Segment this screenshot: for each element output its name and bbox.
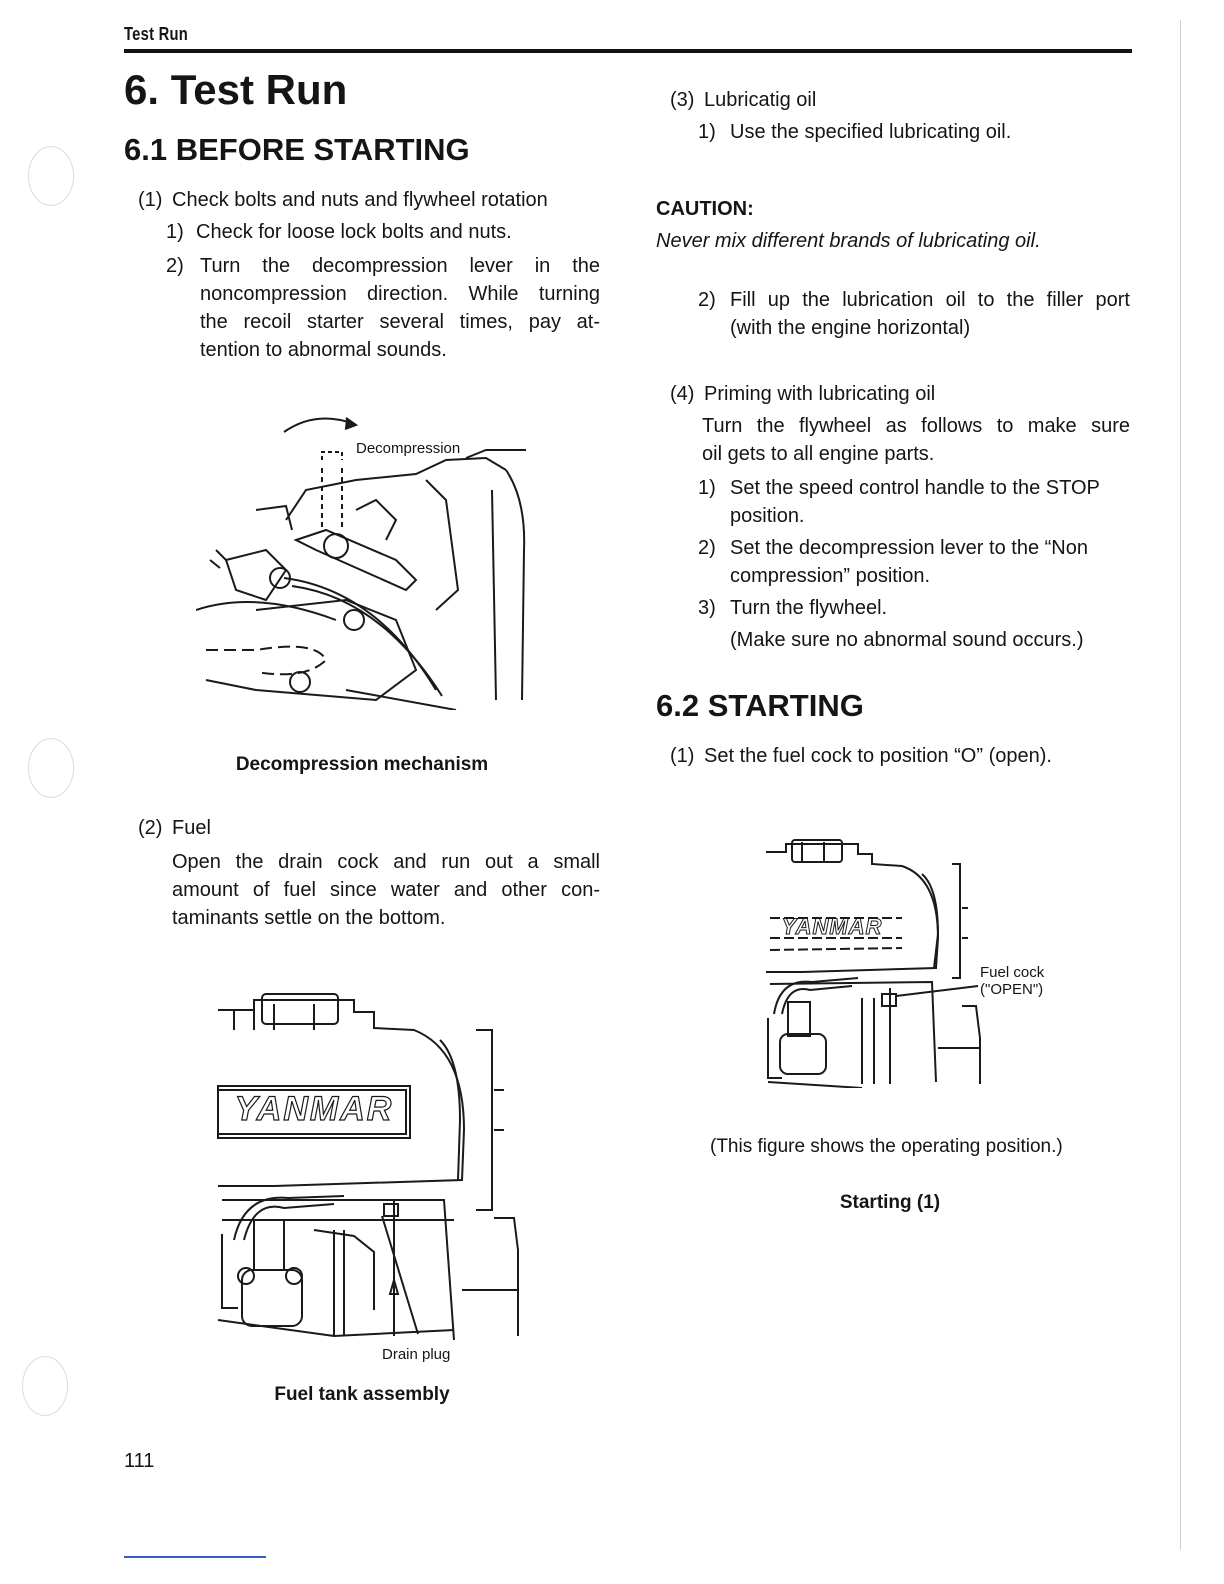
step-text: Use the specified lubricating oil.: [730, 121, 1012, 143]
priming-intro: [702, 412, 1130, 468]
page-number: 111: [124, 1450, 155, 1472]
caution-heading: CAUTION:: [656, 198, 754, 220]
list-item-title: Lubricatig oil: [704, 89, 817, 111]
step-number: 1): [166, 221, 184, 243]
text-line: (with the engine horizontal): [730, 317, 971, 339]
list-item-number: (1): [670, 745, 695, 767]
list-item-title: Fuel: [172, 817, 211, 839]
text-line: oil gets to all engine parts.: [702, 443, 935, 465]
text-line: Set the speed control handle to the STOP: [730, 477, 1100, 499]
subsection-title-before-starting: 6.1 BEFORE STARTING: [124, 132, 470, 167]
text-line: Turn the flywheel as follows to make sure: [702, 415, 1130, 437]
text-line: Fill up the lubrication oil to the filler port: [730, 289, 1130, 311]
step-paragraph: [730, 594, 1130, 654]
punch-hole: [22, 1356, 68, 1416]
step-paragraph: [730, 534, 1130, 590]
step-number: 3): [698, 597, 716, 619]
step-paragraph: [200, 252, 600, 364]
step-number: 2): [698, 289, 716, 311]
brand-logo-yanmar: YANMAR: [234, 1090, 394, 1128]
step-paragraph: [730, 286, 1130, 342]
list-item-title: Priming with lubricating oil: [704, 383, 936, 405]
text-line: noncompression direction. While turning: [200, 283, 600, 305]
figure-note: (This figure shows the operating position.): [710, 1136, 1063, 1157]
footer-link-underline: [124, 1556, 266, 1558]
text-line: the recoil starter several times, pay at-: [200, 311, 600, 333]
fuel-cock-illustration: [762, 838, 992, 1088]
header-rule: [124, 49, 1132, 53]
step-number: 2): [698, 537, 716, 559]
text-line: Turn the flywheel.: [730, 597, 888, 619]
list-item-text: Check bolts and nuts and flywheel rotation: [172, 189, 548, 211]
list-item-number: (2): [138, 817, 163, 839]
text-line: tention to abnormal sounds.: [200, 339, 447, 361]
text-line: position.: [730, 505, 805, 527]
step-number: 1): [698, 121, 716, 143]
callout-label-drain-plug: Drain plug: [382, 1346, 451, 1363]
page-edge-line: [1180, 20, 1181, 1550]
callout-label-fuel-cock: [980, 964, 1044, 998]
callout-label-decompression: Decompression: [356, 440, 461, 457]
punch-hole: [28, 146, 74, 206]
text-line: Open the drain cock and run out a small: [172, 851, 600, 873]
list-item-number: (3): [670, 89, 695, 111]
list-item-text: Set the fuel cock to position “O” (open).: [704, 745, 1052, 767]
brand-logo-yanmar: YANMAR: [781, 914, 883, 939]
figure-caption: Decompression mechanism: [235, 754, 489, 775]
list-item-number: (1): [138, 189, 163, 211]
callout-line: Fuel cock: [980, 964, 1045, 981]
text-line: amount of fuel since water and other con-: [172, 879, 600, 901]
fuel-tank-assembly-illustration: [214, 990, 530, 1350]
section-title: 6. Test Run: [124, 66, 348, 113]
running-head: Test Run: [124, 24, 189, 44]
text-line: taminants settle on the bottom.: [172, 907, 446, 929]
figure-caption: Starting (1): [839, 1192, 941, 1213]
subsection-title-starting: 6.2 STARTING: [656, 688, 864, 723]
figure-caption: Fuel tank assembly: [274, 1384, 450, 1405]
text-line: compression” position.: [730, 565, 931, 587]
step-text: Check for loose lock bolts and nuts.: [196, 221, 512, 243]
step-number: 1): [698, 477, 716, 499]
fuel-paragraph: [172, 848, 600, 932]
step-number: 2): [166, 255, 184, 277]
text-line: Set the decompression lever to the “Non: [730, 537, 1088, 559]
caution-text: Never mix different brands of lubricating oil.: [656, 230, 1041, 252]
step-paragraph: [730, 474, 1130, 530]
list-item-number: (4): [670, 383, 695, 405]
punch-hole: [28, 738, 74, 798]
text-line: Turn the decompression lever in the: [200, 255, 600, 277]
callout-line: ("OPEN"): [980, 981, 1044, 998]
text-line: (Make sure no abnormal sound occurs.): [730, 629, 1084, 651]
